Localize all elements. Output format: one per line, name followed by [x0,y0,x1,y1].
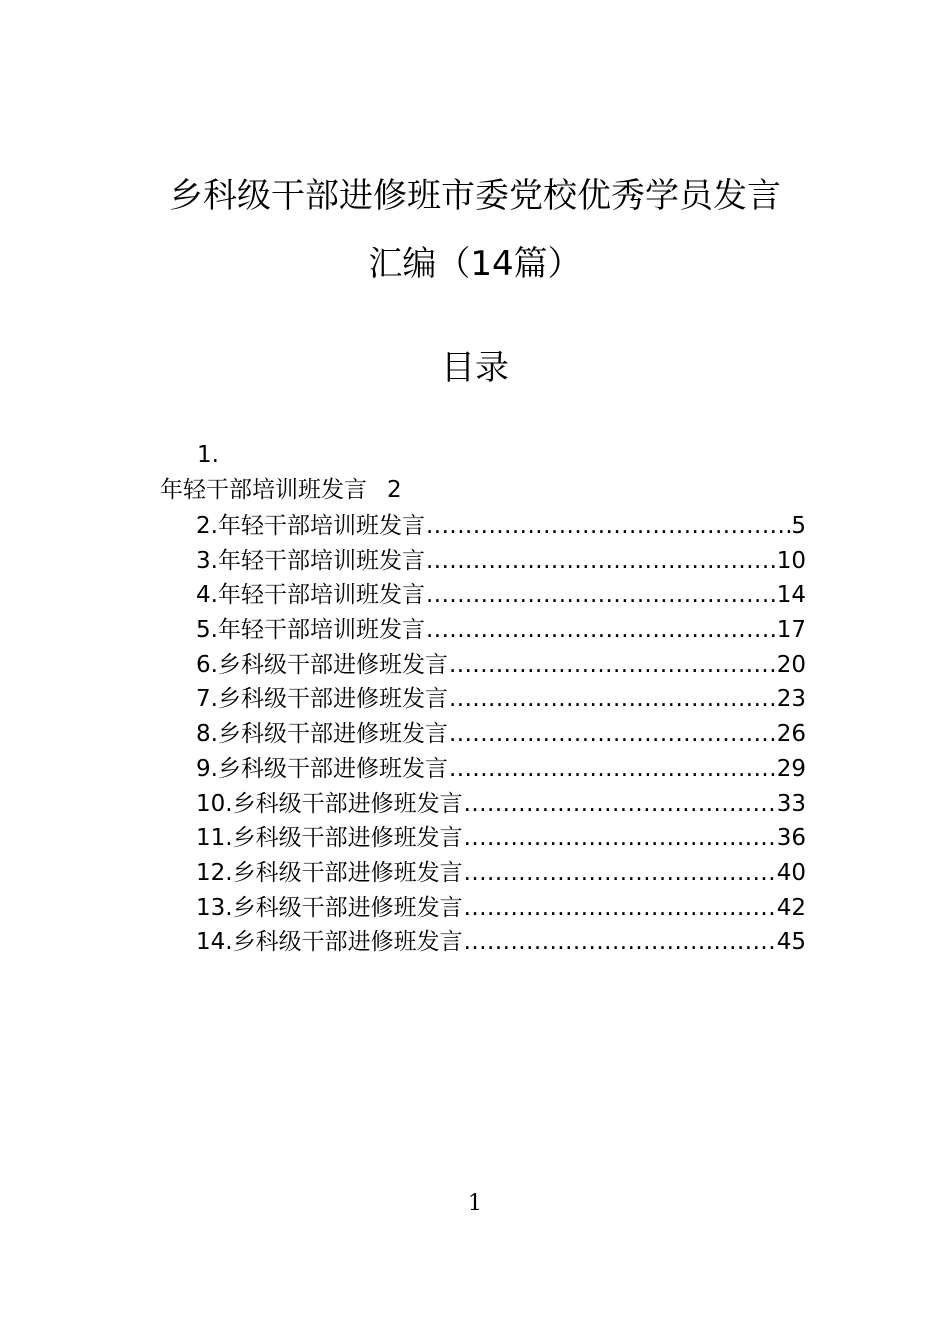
toc-entry-leader [425,613,777,648]
toc-entry-leader [463,821,777,856]
toc-entry[interactable] [196,752,806,787]
document-title-line-2: 汇编（14篇） [368,244,582,284]
toc-entry-leader [463,787,777,822]
toc-entry[interactable] [196,717,806,752]
toc-entry[interactable] [196,925,806,960]
toc-entry-page: 17 [776,617,806,644]
toc-entry-label: 10.乡科级干部进修班发言 [196,790,463,817]
toc-entry[interactable] [196,891,806,926]
toc-entry-1-number[interactable]: 1. [197,442,219,468]
toc-entry[interactable] [196,821,806,856]
document-title-line-1: 乡科级干部进修班市委党校优秀学员发言 [169,176,781,216]
toc-entry-label: 3.年轻干部培训班发言 [196,547,425,574]
toc-entry-label: 12.乡科级干部进修班发言 [196,859,463,886]
toc-entry[interactable] [196,509,806,544]
toc-entry-page: 26 [776,721,806,748]
toc-entry-page: 45 [776,929,806,956]
toc-entry-label: 14.乡科级干部进修班发言 [196,929,463,956]
toc-entry-page: 40 [776,859,806,886]
toc-entry-leader [425,544,777,579]
toc-entry[interactable] [196,856,806,891]
toc-entry-leader [448,717,777,752]
toc-entry-page: 42 [776,894,806,921]
toc-entry-label: 8.乡科级干部进修班发言 [196,721,448,748]
toc-entry-label: 7.乡科级干部进修班发言 [196,686,448,713]
toc-entry[interactable] [196,787,806,822]
toc-entry[interactable] [196,682,806,717]
toc-entry-leader [448,752,777,787]
toc-entry-page: 20 [776,651,806,678]
toc-entry[interactable] [196,648,806,683]
toc-entry-label: 11.乡科级干部进修班发言 [196,825,463,852]
toc-entry-leader [448,648,777,683]
toc-entry-page: 5 [791,513,806,539]
toc-entry[interactable] [196,613,806,648]
toc-entry-label: 5.年轻干部培训班发言 [196,617,425,644]
toc-entry[interactable] [196,578,806,613]
toc-entry-label: 6.乡科级干部进修班发言 [196,651,448,678]
toc-entry-leader [463,925,777,960]
toc-entry-leader [448,682,777,717]
toc-entry-page: 10 [776,547,806,574]
toc-entry-page: 29 [776,755,806,782]
toc-entry-page: 36 [776,825,806,852]
toc-heading: 目录 [441,348,509,388]
toc-entry-leader [463,856,777,891]
toc-entry-1[interactable] [160,475,402,505]
page-number: 1 [468,1191,482,1216]
toc-list [196,509,806,960]
toc-entry-leader [425,509,791,544]
toc-entry-page: 33 [776,790,806,817]
toc-entry-leader [425,578,777,613]
toc-entry-label: 13.乡科级干部进修班发言 [196,894,463,921]
toc-entry-label: 4.年轻干部培训班发言 [196,582,425,609]
toc-entry-1-page: 2 [387,477,402,503]
toc-entry-page: 14 [776,582,806,609]
toc-entry[interactable] [196,544,806,579]
toc-entry-1-label: 年轻干部培训班发言 [160,477,367,503]
toc-entry-label: 9.乡科级干部进修班发言 [196,755,448,782]
toc-entry-leader [463,891,777,926]
toc-entry-page: 23 [776,686,806,713]
toc-entry-label: 2.年轻干部培训班发言 [196,513,425,539]
